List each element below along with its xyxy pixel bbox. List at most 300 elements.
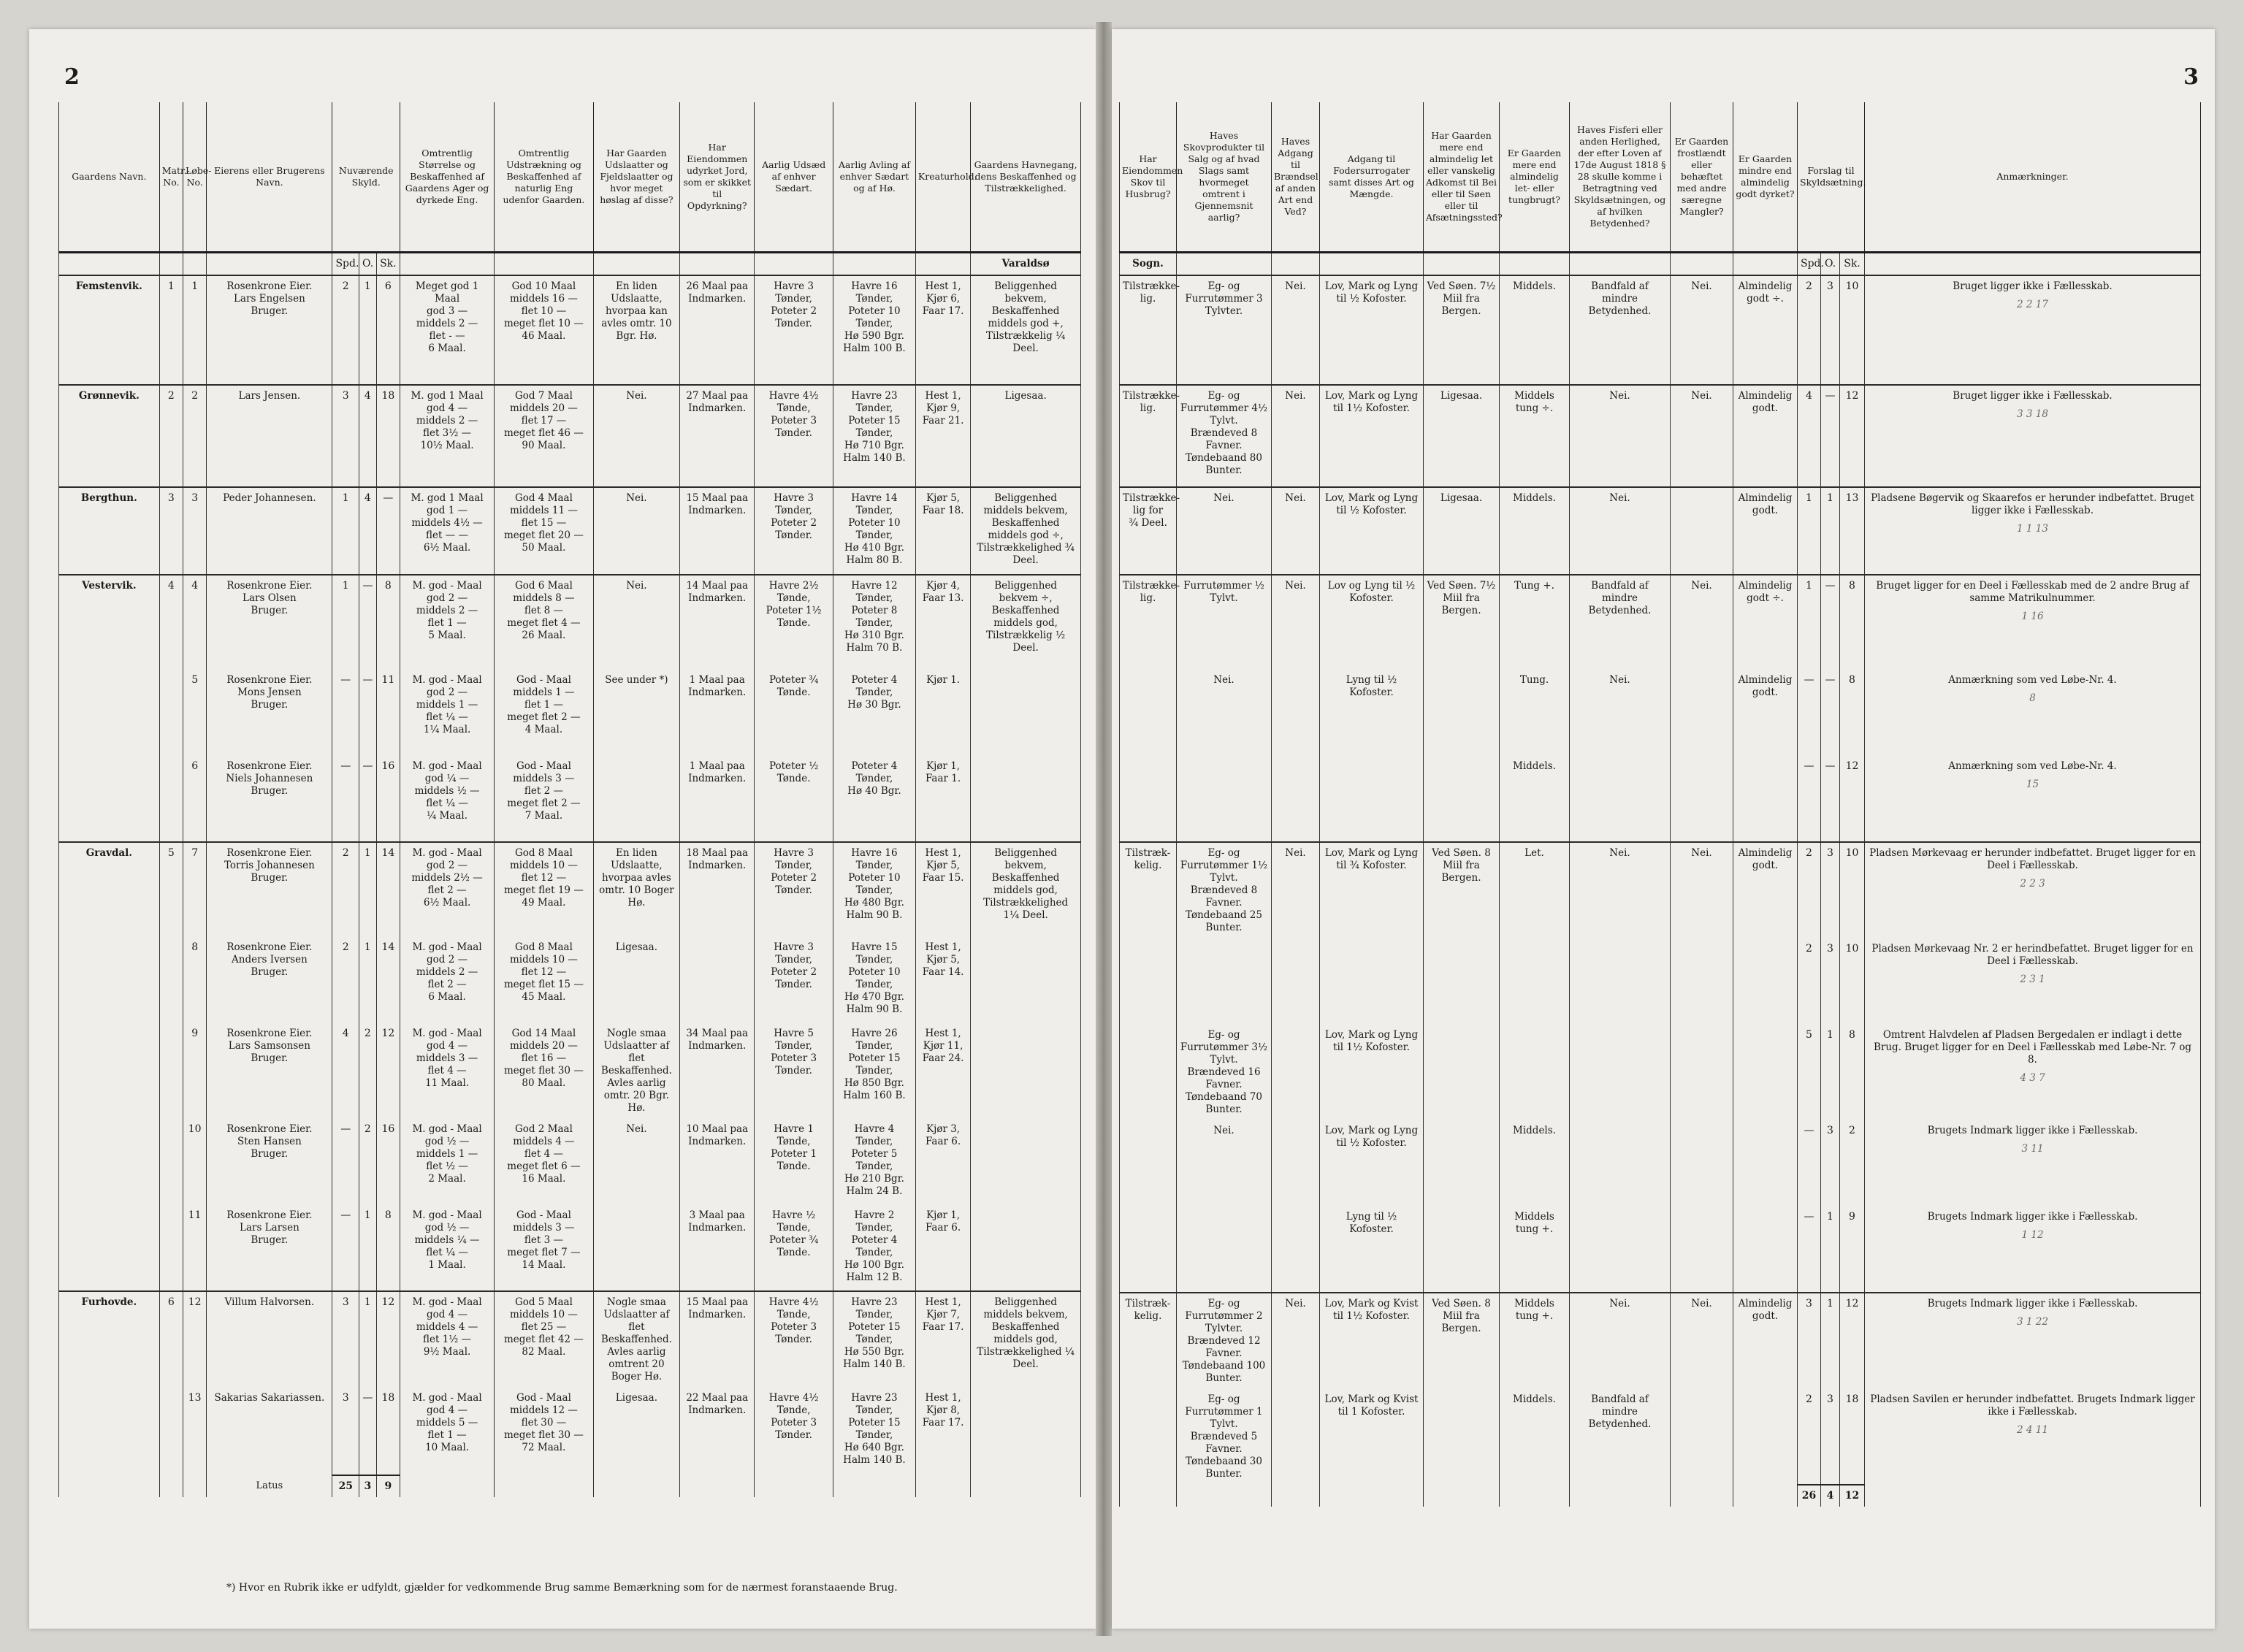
dyrket: Almindelig godt. — [1733, 487, 1798, 575]
farm-name: Grønnevik. — [59, 385, 160, 487]
farm-name: Bergthun. — [59, 487, 160, 575]
dyrket: Almindelig godt ÷. — [1733, 275, 1798, 385]
skyld-spd: 1 — [332, 575, 359, 670]
let-tungbrugt: Tung. — [1500, 670, 1570, 756]
udslaatter: Nogle smaa Udslaatter af flet Beskaffenhed. Avles aarlig omtr. 20 Bgr. Hø. — [593, 1023, 679, 1119]
eng-size: God 7 Maal middels 20 — flet 17 — meget flet 46 — 90 Maal. — [495, 385, 594, 487]
let-tungbrugt: Tung +. — [1500, 575, 1570, 670]
eng-size: God 6 Maal middels 8 — flet 8 — meget flet 4 — 26 Maal. — [495, 575, 594, 670]
dyrket: Almindelig godt. — [1733, 1293, 1798, 1389]
subheader-blank — [593, 253, 679, 276]
farm-name — [59, 756, 160, 842]
totals-row — [1120, 1485, 2201, 1507]
ager-size: M. god - Maal god 4 — middels 5 — flet 1 — 10 Maal. — [400, 1388, 495, 1475]
havnegang — [971, 1119, 1081, 1205]
forslag-o: 1 — [1821, 1207, 1840, 1293]
forslag-sk: 13 — [1840, 487, 1865, 575]
fodersurrogater: Lov, Mark og Lyng til ½ Kofoster. — [1320, 275, 1424, 385]
udslaatter: Nei. — [593, 487, 679, 575]
pencil-skyld-note: 8 — [2029, 692, 2036, 704]
farm-name — [59, 1205, 160, 1291]
forslag-o: — — [1821, 670, 1840, 756]
ager-size: Meget god 1 Maal god 3 — middels 2 — flet - — 6 Maal. — [400, 275, 495, 385]
aarlig-udsaed: Havre 2½ Tønde, Poteter 1½ Tønde. — [755, 575, 833, 670]
table-row — [1120, 487, 2201, 575]
skov-husbrug: Tilstræk- kelig. — [1120, 1293, 1177, 1389]
farm-name — [59, 937, 160, 1023]
anmaerkning-text: Bruget ligger ikke i Fællesskab. — [1953, 280, 2113, 292]
matr-no — [159, 1205, 183, 1291]
kreaturhold: Kjør 4, Faar 13. — [915, 575, 970, 670]
district-label: Sogn. — [1120, 253, 1177, 276]
forslag-o: 1 — [1821, 487, 1840, 575]
header-havnegang: Gaardens Havnegang, dens Beskaffenhed og Tilstrækkelighed. — [971, 102, 1081, 253]
aarlig-udsaed: Havre 3 Tønder, Poteter 2 Tønder. — [755, 487, 833, 575]
dyrket — [1733, 1207, 1798, 1293]
forslag-spd: 5 — [1798, 1025, 1821, 1120]
header-fiskeri: Haves Fisferi eller anden Herlighed, der efter Loven af 17de August 1818 § 28 skulle komme i Betragtning ved Skyldsætningen, og af hvilken Betydenhed? — [1570, 102, 1671, 253]
header-skovprodukter: Haves Skovprodukter til Salg og af hvad Slags samt hvormeget omtrent i Gjennemsnit aarlig? — [1177, 102, 1272, 253]
udyrket-jord: 14 Maal paa Indmarken. — [680, 575, 755, 670]
table-row — [59, 487, 1081, 575]
lobe-no: 2 — [183, 385, 207, 487]
udslaatter: See under *) — [593, 670, 679, 756]
header-anmaerkninger: Anmærkninger. — [1865, 102, 2201, 253]
aarlig-udsaed: Havre 3 Tønder, Poteter 2 Tønder. — [755, 842, 833, 937]
skyld-o: 2 — [359, 1119, 377, 1205]
subheader-blank — [1733, 253, 1798, 276]
fodersurrogater: Lov, Mark og Lyng til ½ Kofoster. — [1320, 487, 1424, 575]
fiskeri: Nei. — [1570, 1293, 1671, 1389]
header-frost: Er Gaarden frostlændt eller behæftet med andre særegne Mangler? — [1671, 102, 1733, 253]
total-sk: 9 — [376, 1475, 400, 1497]
fiskeri: Nei. — [1570, 385, 1671, 487]
adkomst: Ved Søen. 8 Miil fra Bergen. — [1424, 1293, 1500, 1389]
anmaerkning-text: Brugets Indmark ligger ikke i Fællesskab. — [1927, 1298, 2138, 1309]
adkomst — [1424, 1207, 1500, 1293]
kreaturhold: Kjør 1, Faar 1. — [915, 756, 970, 842]
forslag-sk: 10 — [1840, 842, 1865, 938]
owner-name: Rosenkrone Eier. Anders Iversen Bruger. — [207, 937, 332, 1023]
fodersurrogater: Lov, Mark og Kvist til 1½ Kofoster. — [1320, 1293, 1424, 1389]
skyld-sk: 11 — [376, 670, 400, 756]
havnegang: Beliggenhed bekvem ÷, Beskaffenhed middels god, Tilstrækkelig ½ Deel. — [971, 575, 1081, 670]
table-row — [1120, 938, 2201, 1025]
subheader-blank — [833, 253, 915, 276]
lobe-no: 12 — [183, 1291, 207, 1388]
udslaatter: Ligesaa. — [593, 1388, 679, 1475]
subheader-blank — [159, 253, 183, 276]
eng-size: God 2 Maal middels 4 — flet 4 — meget flet 6 — 16 Maal. — [495, 1119, 594, 1205]
aarlig-udsaed: Havre 4½ Tønde, Poteter 3 Tønder. — [755, 385, 833, 487]
udyrket-jord: 15 Maal paa Indmarken. — [680, 487, 755, 575]
dyrket: Almindelig godt. — [1733, 842, 1798, 938]
header-udyrket: Har Eiendommen udyrket Jord, som er skikket til Opdyrkning? — [680, 102, 755, 253]
fodersurrogater: Lyng til ½ Kofoster. — [1320, 670, 1424, 756]
pencil-skyld-note: 3 3 18 — [2017, 408, 2048, 420]
skov-husbrug — [1120, 1389, 1177, 1485]
braendsel — [1272, 670, 1320, 756]
eng-size: God 8 Maal middels 10 — flet 12 — meget flet 19 — 49 Maal. — [495, 842, 594, 937]
udyrket-jord — [680, 937, 755, 1023]
skovprodukter — [1177, 756, 1272, 842]
subheader-blank — [1320, 253, 1424, 276]
havnegang — [971, 937, 1081, 1023]
skyld-sk: 18 — [376, 385, 400, 487]
frostlaendt — [1671, 487, 1733, 575]
fodersurrogater — [1320, 938, 1424, 1025]
anmaerkning — [1865, 1025, 2201, 1120]
udslaatter: Ligesaa. — [593, 937, 679, 1023]
subheader-blank — [400, 253, 495, 276]
subheader-blank — [1177, 253, 1272, 276]
totals-blank — [1424, 1485, 1500, 1507]
skyld-o: — — [359, 756, 377, 842]
udyrket-jord: 1 Maal paa Indmarken. — [680, 670, 755, 756]
total-forslag-o: 4 — [1821, 1485, 1840, 1507]
pencil-skyld-note: 3 1 22 — [2017, 1316, 2048, 1328]
table-row — [59, 1291, 1081, 1388]
dyrket: Almindelig godt. — [1733, 385, 1798, 487]
header-braendsel: Haves Adgang til Brændsel af anden Art end Ved? — [1272, 102, 1320, 253]
skyld-spd: — — [332, 756, 359, 842]
havnegang — [971, 1205, 1081, 1291]
havnegang — [971, 1023, 1081, 1119]
totals-blank — [1865, 1485, 2201, 1507]
farm-name: Femstenvik. — [59, 275, 160, 385]
forslag-subhead-o: O. — [1821, 253, 1840, 276]
adkomst — [1424, 1025, 1500, 1120]
forslag-o: 1 — [1821, 1293, 1840, 1389]
table-row — [1120, 275, 2201, 385]
dyrket: Almindelig godt ÷. — [1733, 575, 1798, 670]
totals-blank — [159, 1475, 183, 1497]
skyld-sk: 16 — [376, 756, 400, 842]
adkomst — [1424, 1120, 1500, 1207]
let-tungbrugt: Let. — [1500, 842, 1570, 938]
dyrket — [1733, 1120, 1798, 1207]
kreaturhold: Hest 1, Kjør 9, Faar 21. — [915, 385, 970, 487]
farm-name: Furhovde. — [59, 1291, 160, 1388]
anmaerkning-text: Bruget ligger for en Deel i Fællesskab med de 2 andre Brug af samme Matrikulnummer. — [1876, 580, 2189, 604]
farm-name — [59, 1388, 160, 1475]
ager-size: M. god - Maal god 2 — middels 2 — flet 2 — 6 Maal. — [400, 937, 495, 1023]
matr-no: 6 — [159, 1291, 183, 1388]
aarlig-udsaed: Havre 4½ Tønde, Poteter 3 Tønder. — [755, 1388, 833, 1475]
lobe-no: 1 — [183, 275, 207, 385]
totals-blank — [755, 1475, 833, 1497]
owner-name: Peder Johannesen. — [207, 487, 332, 575]
skyld-spd: 1 — [332, 487, 359, 575]
fodersurrogater — [1320, 756, 1424, 842]
ager-size: M. god 1 Maal god 4 — middels 2 — flet 3½ — 10½ Maal. — [400, 385, 495, 487]
header-adkomst: Har Gaarden mere end almindelig let eller vanskelig Adkomst til Bei eller til Søen eller til Afsætningssted? — [1424, 102, 1500, 253]
header-lobe-no: Løbe-No. — [183, 102, 207, 253]
skov-husbrug: Tilstrække- lig. — [1120, 575, 1177, 670]
total-o: 3 — [359, 1475, 377, 1497]
udslaatter: Nei. — [593, 385, 679, 487]
anmaerkning — [1865, 1293, 2201, 1389]
page-number-left: 2 — [64, 64, 80, 90]
forslag-sk: 8 — [1840, 1025, 1865, 1120]
skovprodukter: Eg- og Furrutømmer 1½ Tylvt. Brændeved 8 Favner. Tøndebaand 25 Bunter. — [1177, 842, 1272, 938]
skov-husbrug — [1120, 938, 1177, 1025]
subheader-blank — [755, 253, 833, 276]
totals-blank — [915, 1475, 970, 1497]
fiskeri — [1570, 756, 1671, 842]
matr-no — [159, 1119, 183, 1205]
anmaerkning-text: Anmærkning som ved Løbe-Nr. 4. — [1948, 674, 2117, 686]
kreaturhold: Hest 1, Kjør 11, Faar 24. — [915, 1023, 970, 1119]
skyld-o: 4 — [359, 487, 377, 575]
skyld-spd: 4 — [332, 1023, 359, 1119]
eng-size: God 5 Maal middels 10 — flet 25 — meget flet 42 — 82 Maal. — [495, 1291, 594, 1388]
anmaerkning-text: Anmærkning som ved Løbe-Nr. 4. — [1948, 760, 2117, 772]
skyld-sk: 12 — [376, 1291, 400, 1388]
fodersurrogater: Lov, Mark og Lyng til 1½ Kofoster. — [1320, 385, 1424, 487]
let-tungbrugt: Middels. — [1500, 756, 1570, 842]
table-row — [59, 1119, 1081, 1205]
udslaatter: En liden Udslaatte, hvorpaa avles omtr. 10 Boger Hø. — [593, 842, 679, 937]
ager-size: M. god - Maal god ¼ — middels ½ — flet ¼ — ¼ Maal. — [400, 756, 495, 842]
skyld-spd: 2 — [332, 275, 359, 385]
farm-name — [59, 670, 160, 756]
skyld-sk: 12 — [376, 1023, 400, 1119]
header-skyld: Nuværende Skyld. — [332, 102, 400, 253]
skyld-spd: 3 — [332, 1388, 359, 1475]
aarlig-avling: Poteter 4 Tønder, Hø 30 Bgr. — [833, 670, 915, 756]
eng-size: God - Maal middels 3 — flet 3 — meget flet 7 — 14 Maal. — [495, 1205, 594, 1291]
header-dyrket: Er Gaarden mindre end almindelig godt dyrket? — [1733, 102, 1798, 253]
skyld-sk: — — [376, 487, 400, 575]
lobe-no: 4 — [183, 575, 207, 670]
anmaerkning-text: Brugets Indmark ligger ikke i Fællesskab. — [1927, 1211, 2138, 1223]
adkomst — [1424, 756, 1500, 842]
header-avling: Aarlig Avling af enhver Sædart og af Hø. — [833, 102, 915, 253]
udyrket-jord: 22 Maal paa Indmarken. — [680, 1388, 755, 1475]
aarlig-avling: Havre 4 Tønder, Poteter 5 Tønder, Hø 210 Bgr. Halm 24 B. — [833, 1119, 915, 1205]
kreaturhold: Hest 1, Kjør 5, Faar 14. — [915, 937, 970, 1023]
udslaatter — [593, 756, 679, 842]
let-tungbrugt: Middels. — [1500, 487, 1570, 575]
frostlaendt — [1671, 756, 1733, 842]
skovprodukter: Furrutømmer ½ Tylvt. — [1177, 575, 1272, 670]
lobe-no: 10 — [183, 1119, 207, 1205]
totals-blank — [59, 1475, 160, 1497]
matr-no — [159, 670, 183, 756]
forslag-sk: 12 — [1840, 1293, 1865, 1389]
header-eng: Omtrentlig Udstrækning og Beskaffenhed af naturlig Eng udenfor Gaarden. — [495, 102, 594, 253]
udyrket-jord: 34 Maal paa Indmarken. — [680, 1023, 755, 1119]
frostlaendt: Nei. — [1671, 385, 1733, 487]
left-ledger-table — [58, 102, 1081, 1497]
subheader-blank — [915, 253, 970, 276]
udslaatter: Nei. — [593, 575, 679, 670]
frostlaendt: Nei. — [1671, 842, 1733, 938]
skyld-spd: — — [332, 1119, 359, 1205]
forslag-spd: — — [1798, 1207, 1821, 1293]
fiskeri: Nei. — [1570, 670, 1671, 756]
havnegang: Beliggenhed bekvem, Beskaffenhed middels god +, Tilstrækkelig ¼ Deel. — [971, 275, 1081, 385]
total-forslag-spd: 26 — [1798, 1485, 1821, 1507]
skyld-sk: 14 — [376, 937, 400, 1023]
table-row — [59, 1388, 1081, 1475]
skovprodukter: Nei. — [1177, 1120, 1272, 1207]
aarlig-avling: Havre 2 Tønder, Poteter 4 Tønder, Hø 100 Bgr. Halm 12 B. — [833, 1205, 915, 1291]
udslaatter: Nei. — [593, 1119, 679, 1205]
anmaerkning-text: Pladsene Bøgervik og Skaarefos er herunder indbefattet. Bruget ligger ikke i Fællesskab. — [1871, 492, 2194, 516]
forslag-sk: 2 — [1840, 1120, 1865, 1207]
subheader-blank — [1671, 253, 1733, 276]
table-row — [59, 1205, 1081, 1291]
matr-no — [159, 1388, 183, 1475]
let-tungbrugt: Middels. — [1500, 1389, 1570, 1485]
owner-name: Villum Halvorsen. — [207, 1291, 332, 1388]
aarlig-avling: Havre 23 Tønder, Poteter 15 Tønder, Hø 640 Bgr. Halm 140 B. — [833, 1388, 915, 1475]
header-foder: Adgang til Fodersurrogater samt disses Art og Mængde. — [1320, 102, 1424, 253]
district-label: Varaldsø — [971, 253, 1081, 276]
fodersurrogater: Lyng til ½ Kofoster. — [1320, 1207, 1424, 1293]
matr-no — [159, 756, 183, 842]
table-row — [59, 275, 1081, 385]
skyld-spd: — — [332, 1205, 359, 1291]
let-tungbrugt: Middels tung +. — [1500, 1293, 1570, 1389]
pencil-skyld-note: 2 4 11 — [2017, 1424, 2048, 1436]
header-kreatur: Kreaturhold. — [915, 102, 970, 253]
aarlig-udsaed: Havre 5 Tønder, Poteter 3 Tønder. — [755, 1023, 833, 1119]
forslag-spd: 2 — [1798, 1389, 1821, 1485]
forslag-sk: 12 — [1840, 385, 1865, 487]
skov-husbrug: Tilstræk- kelig. — [1120, 842, 1177, 938]
braendsel: Nei. — [1272, 487, 1320, 575]
skyld-spd: 2 — [332, 937, 359, 1023]
lobe-no: 13 — [183, 1388, 207, 1475]
pencil-skyld-note: 2 3 1 — [2020, 974, 2045, 985]
table-row — [59, 385, 1081, 487]
owner-name: Rosenkrone Eier. Niels Johannesen Bruger. — [207, 756, 332, 842]
skyld-o: 1 — [359, 275, 377, 385]
matr-no — [159, 1023, 183, 1119]
anmaerkning — [1865, 385, 2201, 487]
udyrket-jord: 18 Maal paa Indmarken. — [680, 842, 755, 937]
totals-blank — [1120, 1485, 1177, 1507]
adkomst — [1424, 670, 1500, 756]
forslag-o: — — [1821, 385, 1840, 487]
havnegang — [971, 756, 1081, 842]
skyld-spd: 2 — [332, 842, 359, 937]
havnegang — [971, 670, 1081, 756]
skyld-subhead-spd: Spd. — [332, 253, 359, 276]
skovprodukter: Eg- og Furrutømmer 1 Tylvt. Brændeved 5 Favner. Tøndebaand 30 Bunter. — [1177, 1389, 1272, 1485]
anmaerkning — [1865, 575, 2201, 670]
skovprodukter — [1177, 1207, 1272, 1293]
subheader-blank — [183, 253, 207, 276]
fiskeri — [1570, 938, 1671, 1025]
anmaerkning — [1865, 487, 2201, 575]
udyrket-jord: 3 Maal paa Indmarken. — [680, 1205, 755, 1291]
braendsel — [1272, 938, 1320, 1025]
kreaturhold: Hest 1, Kjør 5, Faar 15. — [915, 842, 970, 937]
forslag-o: 3 — [1821, 842, 1840, 938]
kreaturhold: Kjør 1. — [915, 670, 970, 756]
left-header-row — [59, 102, 1081, 253]
aarlig-udsaed: Havre 3 Tønder, Poteter 2 Tønder. — [755, 275, 833, 385]
skyld-spd: 3 — [332, 1291, 359, 1388]
skyld-o: 2 — [359, 1023, 377, 1119]
skov-husbrug — [1120, 756, 1177, 842]
udyrket-jord: 15 Maal paa Indmarken. — [680, 1291, 755, 1388]
skovprodukter: Eg- og Furrutømmer 3½ Tylvt. Brændeved 16 Favner. Tøndebaand 70 Bunter. — [1177, 1025, 1272, 1120]
forslag-spd: 2 — [1798, 275, 1821, 385]
anmaerkning — [1865, 756, 2201, 842]
forslag-sk: 8 — [1840, 670, 1865, 756]
table-row — [1120, 756, 2201, 842]
total-forslag-sk: 12 — [1840, 1485, 1865, 1507]
aarlig-udsaed: Havre 1 Tønde, Poteter 1 Tønde. — [755, 1119, 833, 1205]
lobe-no: 6 — [183, 756, 207, 842]
skyld-sk: 18 — [376, 1388, 400, 1475]
aarlig-udsaed: Poteter ¾ Tønde. — [755, 670, 833, 756]
skyld-subhead-o: O. — [359, 253, 377, 276]
braendsel: Nei. — [1272, 275, 1320, 385]
totals-blank — [680, 1475, 755, 1497]
havnegang: Ligesaa. — [971, 385, 1081, 487]
eng-size: God - Maal middels 3 — flet 2 — meget flet 2 — 7 Maal. — [495, 756, 594, 842]
adkomst: Ved Søen. 8 Miil fra Bergen. — [1424, 842, 1500, 938]
forslag-sk: 12 — [1840, 756, 1865, 842]
skov-husbrug: Tilstrække- lig. — [1120, 385, 1177, 487]
fiskeri: Bandfald af mindre Betydenhed. — [1570, 575, 1671, 670]
forslag-spd: 2 — [1798, 842, 1821, 938]
dyrket — [1733, 756, 1798, 842]
forslag-o: 1 — [1821, 1025, 1840, 1120]
braendsel — [1272, 1025, 1320, 1120]
skyld-o: 1 — [359, 937, 377, 1023]
table-row — [1120, 1120, 2201, 1207]
anmaerkning-text: Pladsen Mørkevaag er herunder indbefattet. Bruget ligger for en Deel i Fællesskab. — [1869, 847, 2196, 871]
kreaturhold: Hest 1, Kjør 8, Faar 17. — [915, 1388, 970, 1475]
frostlaendt — [1671, 938, 1733, 1025]
fodersurrogater: Lov, Mark og Kvist til 1 Kofoster. — [1320, 1389, 1424, 1485]
anmaerkning-text: Brugets Indmark ligger ikke i Fællesskab. — [1927, 1125, 2138, 1136]
totals-blank — [495, 1475, 594, 1497]
footnote: *) Hvor en Rubrik ikke er udfyldt, gjælder for vedkommende Brug samme Bemærkning som for de nærmest foranstaaende Brug. — [226, 1582, 898, 1594]
skyld-sk: 8 — [376, 575, 400, 670]
lobe-no: 11 — [183, 1205, 207, 1291]
frostlaendt — [1671, 1120, 1733, 1207]
braendsel — [1272, 1207, 1320, 1293]
aarlig-avling: Havre 16 Tønder, Poteter 10 Tønder, Hø 590 Bgr. Halm 100 B. — [833, 275, 915, 385]
skyld-o: 1 — [359, 1291, 377, 1388]
forslag-spd: — — [1798, 1120, 1821, 1207]
skov-husbrug: Tilstrække- lig for ¾ Deel. — [1120, 487, 1177, 575]
braendsel: Nei. — [1272, 575, 1320, 670]
forslag-spd: 1 — [1798, 575, 1821, 670]
udslaatter — [593, 1205, 679, 1291]
aarlig-avling: Havre 14 Tønder, Poteter 10 Tønder, Hø 410 Bgr. Halm 80 B. — [833, 487, 915, 575]
table-row — [1120, 1389, 2201, 1485]
skov-husbrug — [1120, 1025, 1177, 1120]
aarlig-avling: Havre 15 Tønder, Poteter 10 Tønder, Hø 470 Bgr. Halm 90 B. — [833, 937, 915, 1023]
let-tungbrugt: Middels. — [1500, 1120, 1570, 1207]
braendsel: Nei. — [1272, 842, 1320, 938]
skyld-o: — — [359, 1388, 377, 1475]
subheader-blank — [1570, 253, 1671, 276]
table-row — [59, 1023, 1081, 1119]
skovprodukter — [1177, 938, 1272, 1025]
let-tungbrugt — [1500, 1025, 1570, 1120]
pencil-skyld-note: 4 3 7 — [2020, 1072, 2045, 1084]
